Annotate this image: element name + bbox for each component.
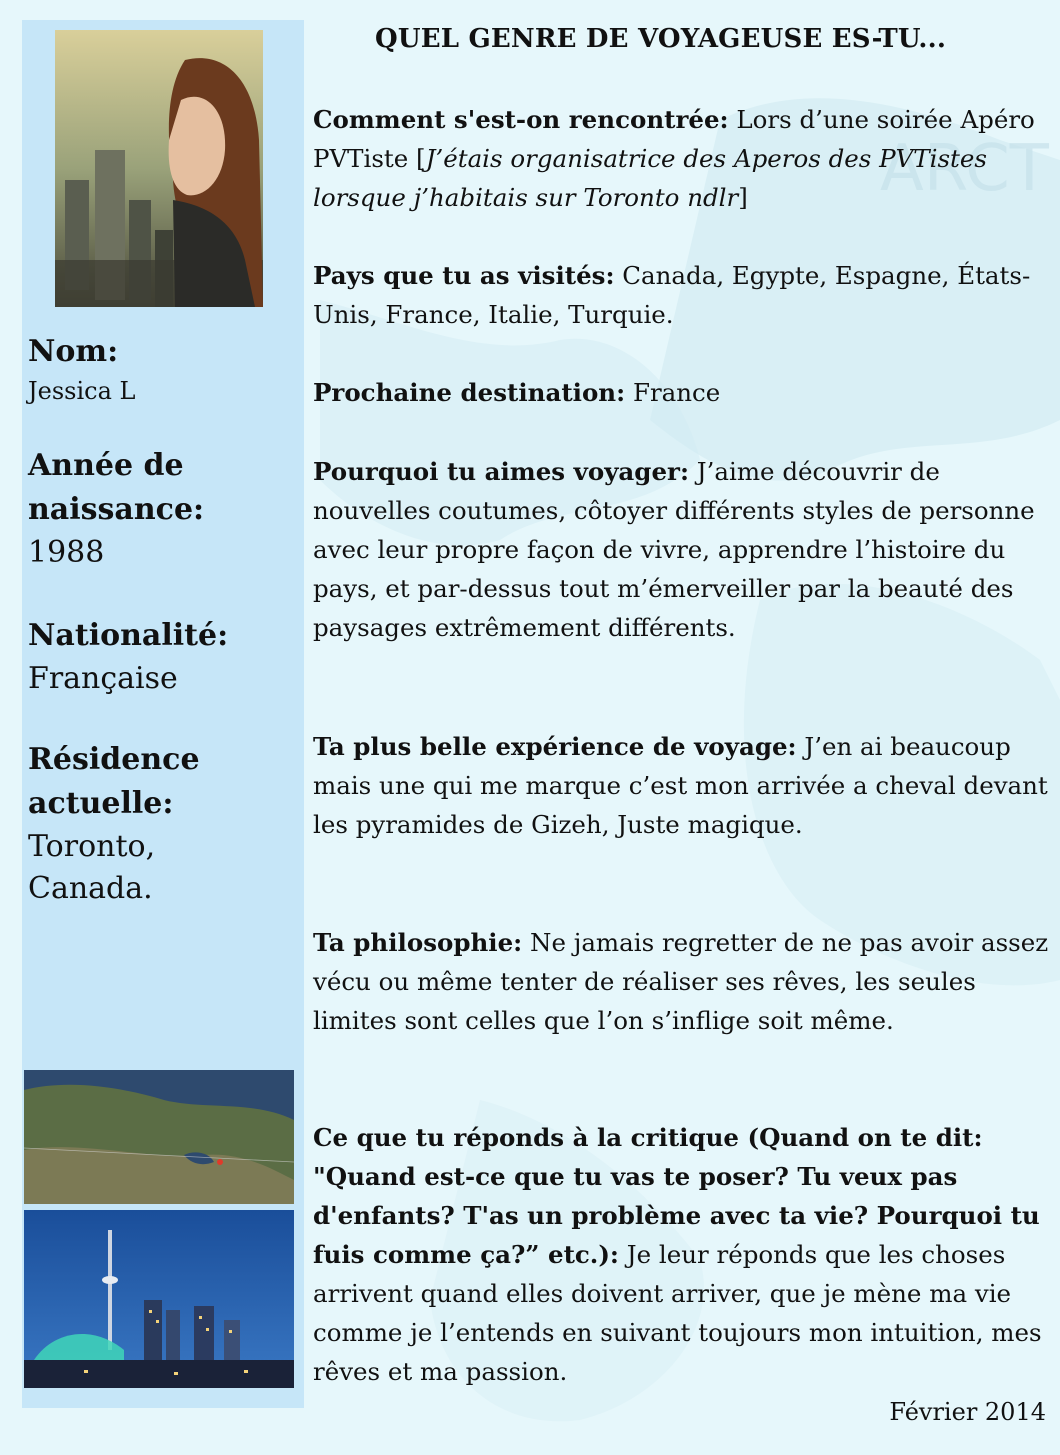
- residence-label-line1: Résidence: [28, 742, 200, 777]
- qa-met-text: Lors d’une soirée Apéro PVTiste [: [313, 105, 1035, 173]
- residence-value-line1: Toronto,: [28, 829, 156, 864]
- qa-best: [313, 727, 1053, 844]
- qa-visited-text: Canada, Egypte, Espagne, États-Unis, France, Italie, Turquie.: [313, 261, 1031, 329]
- nationality-value: Française: [28, 661, 178, 696]
- qa-philosophy: [313, 923, 1053, 1040]
- birth-year-value: 1988: [28, 535, 105, 570]
- qa-best-text: J’en ai beaucoup mais une qui me marque c’est mon arrivée a cheval devant les pyramides de Gizeh, Juste magique.: [313, 732, 1048, 839]
- qa-met-end: ]: [738, 183, 748, 212]
- nationality-label: Nationalité:: [28, 618, 229, 653]
- residence-value-line2: Canada.: [28, 871, 153, 906]
- qa-next-label: Prochaine destination:: [313, 378, 626, 407]
- residence-label-line2: actuelle:: [28, 786, 174, 821]
- qa-next-text: France: [625, 378, 721, 407]
- canada-map-image: [24, 1070, 294, 1204]
- svg-text:ARCT: ARCT: [880, 132, 1049, 206]
- qa-critique-label: Ce que tu réponds à la critique (Quand on te dit: "Quand est-ce que tu vas te poser? Tu veux pas d'enfants? T'as un problème avec ta vie? Pourquoi tu fuis comme ça?” etc.):: [313, 1123, 1040, 1269]
- qa-best-label: Ta plus belle expérience de voyage:: [313, 732, 797, 761]
- qa-why: [313, 452, 1053, 647]
- portrait-photo: [55, 30, 263, 307]
- qa-met-italic: J’étais organisatrice des Aperos des PVTistes lorsque j’habitais sur Toronto ndlr: [313, 144, 987, 212]
- publication-date: Février 2014: [889, 1398, 1046, 1426]
- qa-next: [313, 373, 1053, 412]
- qa-why-text: J’aime découvrir de nouvelles coutumes, côtoyer différents styles de personne avec leur propre façon de vivre, apprendre l’histoire du pays, et par-dessus tout m’émerveiller par la beauté des paysages extrêmement différents.: [313, 457, 1035, 642]
- profile-sidebar: [22, 20, 304, 1408]
- qa-critique-text: Je leur réponds que les choses arrivent quand elles doivent arriver, que je mène ma vie comme je l’entends en suivant toujours mon intuition, mes rêves et ma passion.: [313, 1240, 1042, 1386]
- qa-met-label: Comment s'est-on rencontrée:: [313, 105, 729, 134]
- name-label: Nom:: [28, 334, 119, 369]
- birth-year-label-line2: naissance:: [28, 492, 205, 527]
- name-value: Jessica L: [28, 377, 136, 405]
- qa-philosophy-text: Ne jamais regretter de ne pas avoir assez vécu ou même tenter de réaliser ses rêves, les seules limites sont celles que l’on s’inflige soit même.: [313, 928, 1049, 1035]
- birth-year-label-line1: Année de: [28, 448, 184, 483]
- page-title: QUEL GENRE DE VOYAGEUSE ES-TU...: [375, 24, 947, 54]
- toronto-skyline-photo: [24, 1210, 294, 1388]
- qa-visited: [313, 256, 1053, 334]
- qa-visited-label: Pays que tu as visités:: [313, 261, 615, 290]
- qa-met: [313, 100, 1053, 217]
- qa-why-label: Pourquoi tu aimes voyager:: [313, 457, 689, 486]
- qa-philosophy-label: Ta philosophie:: [313, 928, 523, 957]
- qa-critique: [313, 1118, 1053, 1391]
